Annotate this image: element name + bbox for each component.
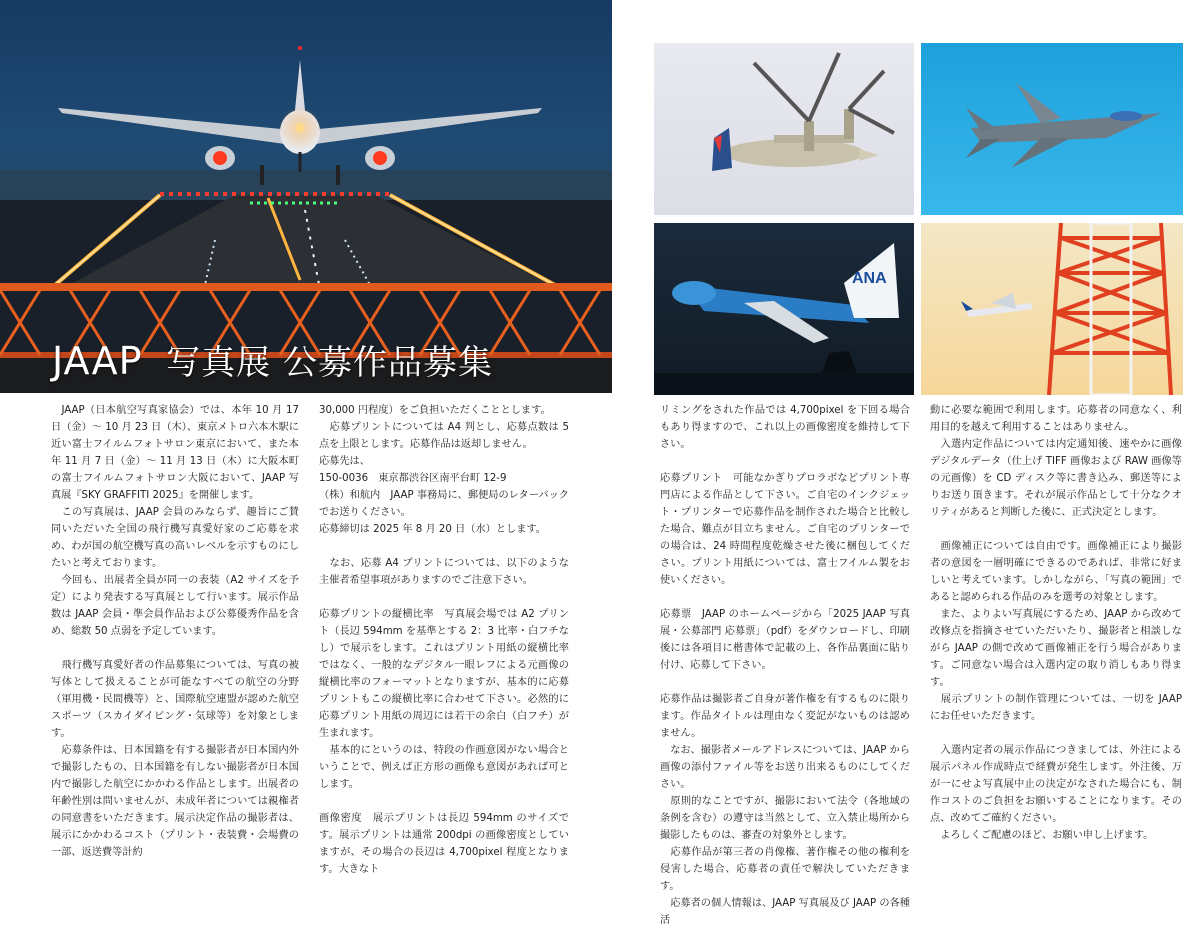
- paragraph: 画像補正については自由です。画像補正により撮影者の意図を一層明確にできるのであれば、非常に好ましいと考えています。しかしながら、「写真の範囲」であると認められる作品のみを選考の対象とします。: [930, 541, 1182, 603]
- paragraph: 展示プリントの制作管理については、一切を JAAP にお任せいただきます。: [930, 694, 1182, 722]
- paragraph-gap: [660, 674, 910, 691]
- f35-photo: [921, 43, 1183, 215]
- paragraph: この写真展は、JAAP 会員のみならず、趣旨にご賛同いただいた全国の飛行機写真愛好家のご応募を求め、わが国の航空機写真の高いレベルを示すものにしたいと考えております。: [51, 507, 299, 569]
- paragraph-gap: [319, 589, 569, 606]
- paragraph: 30,000 円程度）をご負担いただくこととします。: [319, 405, 551, 416]
- paragraph: 応募プリントについては A4 判とし、応募点数は 5 点を上限とします。応募作品は返却しません。: [319, 422, 569, 450]
- title-en: JAAP: [52, 339, 143, 383]
- paragraph: 応募作品が第三者の肖像権、著作権その他の権利を侵害した場合、応募者の責任で解決していただきます。: [660, 847, 910, 892]
- paragraph: （株）和航内 JAAP 事務局に、郵便局のレターパックでお送りください。: [319, 490, 569, 518]
- paragraph: 応募条件は、日本国籍を有する撮影者が日本国内外で撮影したもの、日本国籍を有しない撮影者が日本国内で撮影した航空にかかわる作品とします。出展者の年齢性別は問いませんが、未成年者については親権者の同意書をいただきます。展示決定作品の撮影者は、展示にかかわるコスト（プリント・表装費・会場費の一部、返送費等計約: [51, 745, 299, 858]
- paragraph-gap: [51, 640, 299, 657]
- paragraph: 応募先は、: [319, 456, 370, 467]
- text-column-4: [930, 402, 1182, 844]
- paragraph: 応募者の個人情報は、JAAP 写真展及び JAAP の各種活: [660, 898, 910, 926]
- paragraph-gap: [660, 589, 910, 606]
- ana-a380-photo: [654, 223, 914, 395]
- paragraph: また、よりよい写真展にするため、JAAP から改めて改修点を指摘させていただいたり、撮影者と相談しながら JAAP の側で改めて画像補正を行う場合があります。ご同意ない場合は入選内定の取り消しもあり得ます。: [930, 609, 1182, 688]
- paragraph: 入選内定作品については内定通知後、速やかに画像デジタルデータ（仕上げ TIFF 画像および RAW 画像等の元画像）を CD ディスク等に書き込み、郵送等によりお送り頂きます。それが展示作品として十分なクオリティがあると判断した後に、正式決定とします。: [930, 439, 1182, 518]
- paragraph: よろしくご配慮のほど、お願い申し上げます。: [930, 830, 1154, 841]
- paragraph-gap: [319, 538, 569, 555]
- paragraph: 応募プリント 可能なかぎりプロラボなどプリント専門店による作品として下さい。ご自宅のインクジェット・プリンターで応募作品を制作された場合と比較した場合、難点が目立ちません。ご自宅のプリンターでの場合は、24 時間程度乾燥させた後に梱包してください。プリント用紙については、富士フイルム製をお使いください。: [660, 473, 910, 586]
- tower-airliner-photo: [921, 223, 1183, 395]
- paragraph: 基本的にというのは、特段の作画意図がない場合ということで、例えば正方形の画像も意図があれば可とします。: [319, 745, 569, 790]
- paragraph-gap: [319, 793, 569, 810]
- text-column-1: [51, 402, 299, 861]
- paragraph: 画像密度 展示プリントは長辺 594mm のサイズです。展示プリントは通常 200dpi の画像密度としていますが、その場合の長辺は 4,700pixel 程度となります。大きなト: [319, 813, 569, 875]
- paragraph: 応募作品は撮影者ご自身が著作権を有するものに限ります。作品タイトルは理由なく変記がないものは認めません。: [660, 694, 910, 739]
- osprey-photo: [654, 43, 914, 215]
- paragraph: 飛行機写真愛好者の作品募集については、写真の被写体として扱えることが可能なすべての航空の分野（軍用機・民間機等）と、国際航空連盟が認めた航空スポーツ（スカイダイビング・気球等）を対象とします。: [51, 660, 299, 739]
- hero-photo: [0, 0, 612, 393]
- page-title: [52, 335, 493, 384]
- paragraph: 応募票 JAAP のホームページから「2025 JAAP 写真展・公募部門 応募票」（pdf）をダウンロードし、印刷後には各項目に楷書体で記載の上、各作品裏面に貼り付け、応募して下さい。: [660, 609, 910, 671]
- paragraph: 原則的なことですが、撮影において法令（各地域の条例を含む）の遵守は当然として、立入禁止場所から撮影したものは、審査の対象外とします。: [660, 796, 910, 841]
- paragraph-gap: [930, 725, 1182, 742]
- paragraph: 応募プリントの縦横比率 写真展会場では A2 プリント（長辺 594mm を基準とする 2：3 比率・白フチなし）で展示をします。これはプリント用紙の縦横比率ではなく、一般的なデジタル一眼レフによる元画像の縦横比率のフォーマットとなりますが、基本的に応募プリントもこの縦横比率に合わせて下さい。必然的に応募プリント用紙の周辺には若干の余白（白フチ）が生まれます。: [319, 609, 569, 739]
- paragraph-gap: [660, 453, 910, 470]
- title-jp: 写真展 公募作品募集: [166, 343, 493, 383]
- paragraph: 動に必要な範囲で利用します。応募者の同意なく、利用目的を越えて利用することはありません。: [930, 405, 1182, 433]
- paragraph: なお、応募 A4 プリントについては、以下のような主催者希望事項がありますのでご注意下さい。: [319, 558, 569, 586]
- paragraph: なお、撮影者メールアドレスについては、JAAP から画像の添付ファイル等をお送り出来るものにしてください。: [660, 745, 910, 790]
- paragraph: 150-0036 東京都渋谷区南平台町 12-9: [319, 473, 507, 484]
- paragraph: 入選内定者の展示作品につきましては、外注による展示パネル作成時点で経費が発生します。外注後、万が一にせよ写真展中止の決定がなされた場合にも、制作コストのご負担をお願いすることになります。その点、改めてご確約ください。: [930, 745, 1182, 824]
- text-column-2: [319, 402, 569, 878]
- paragraph: リミングをされた作品では 4,700pixel を下回る場合もあり得ますので、これ以上の画像密度を維持して下さい。: [660, 405, 910, 450]
- text-column-3: [660, 402, 910, 929]
- paragraph-gap: [930, 521, 1182, 538]
- paragraph: 今回も、出展者全員が同一の表装（A2 サイズを予定）により発表する写真展として行います。展示作品数は JAAP 会員・準会員作品および公募優秀作品を含め、総数 50 点弱を予定しています。: [51, 575, 299, 637]
- ana-livery-text: ANA: [852, 270, 887, 287]
- paragraph: JAAP（日本航空写真家協会）では、本年 10 月 17 日（金）〜 10 月 23 日（木）、東京メトロ六本木駅に近い富士フイルムフォトサロン東京において、また本年 11 月 7 日（金）〜 11 月 13 日（木）に大阪本町の富士フイルムフォトサロン大阪において、JAAP 写真展『SKY GRAFFITI 2025』を開催します。: [51, 405, 299, 501]
- paragraph: 応募締切は 2025 年 8 月 20 日（水）とします。: [319, 524, 546, 535]
